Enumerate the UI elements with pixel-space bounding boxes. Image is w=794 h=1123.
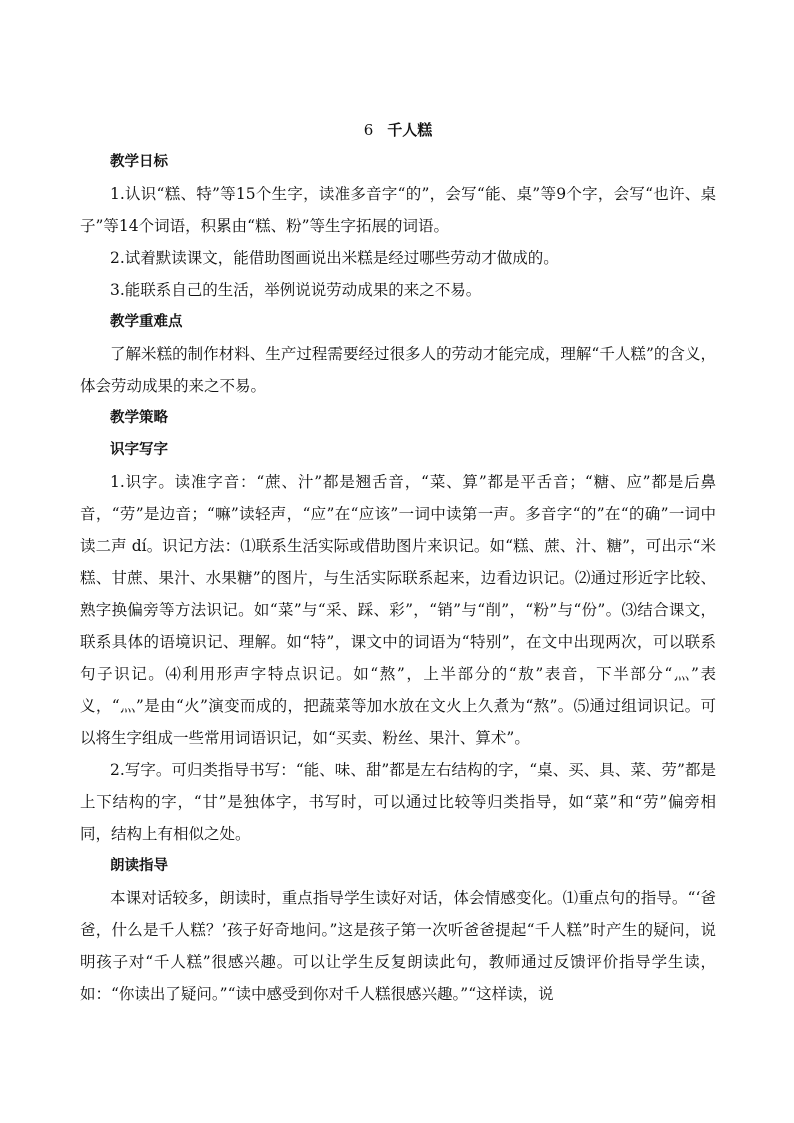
paragraph: 本课对话较多，朗读时，重点指导学生读好对话，体会情感变化。⑴重点句的指导。“‘爸爸，什么是千人糕？’孩子好奇地问。”这是孩子第一次听爸爸提起“千人糕”时产生的疑问，说明孩子对“千人糕”很感兴趣。可以让学生反复朗读此句，教师通过反馈评价指导学生读，如：“你读出了疑问。”“读中感受到你对千人糕很感兴趣。”“这样读，说 bbox=[80, 889, 716, 1003]
paragraph: 3.能联系自己的生活，举例说说劳动成果的来之不易。 bbox=[110, 281, 482, 299]
paragraph: 1.识字。读准字音：“蔗、汁”都是翘舌音，“菜、算”都是平舌音；“糖、应”都是后鼻音，“劳”是边音；“嘛”读轻声，“应”在“应该”一词中读第一声。多音字“的”在“的确”一词中读二声 dí。识记方法：⑴联系生活实际或借助图片来识记。如“糕、蔗、汁、糖”，可出示“米糕、甘蔗、果汁、水果糖”的图片，与生活实际联系起来，边看边识记。⑵通过形近字比较、熟字换偏旁等方法识记。如“菜”与“采、踩、彩”，“销”与“削”，“粉”与“份”。⑶结合课文，联系具体的语境识记、理解。如“特”，课文中的词语为“特别”，在文中出现两次，可以联系句子识记。⑷利用形声字特点识记。如“熬”，上半部分的“敖”表音，下半部分“灬”表义，“灬”是由“火”演变而成的，把蔬菜等加水放在文火上久煮为“熬”。⑸通过组词识记。可以将生字组成一些常用词语识记，如“买卖、粉丝、果汁、算术”。 bbox=[80, 473, 716, 747]
paragraph: 2.写字。可归类指导书写：“能、味、甜”都是左右结构的字，“桌、买、具、菜、劳”都是上下结构的字，“甘”是独体字，书写时，可以通过比较等归类指导，如“菜”和“劳”偏旁相同，结构上有相似之处。 bbox=[80, 761, 716, 843]
section-heading: 教学日标 bbox=[110, 154, 168, 170]
document-page bbox=[80, 116, 716, 1010]
paragraph: 2.试着默读课文，能借助图画说出米糕是经过哪些劳动才做成的。 bbox=[110, 249, 559, 267]
paragraph: 了解米糕的制作材料、生产过程需要经过很多人的劳动才能完成，理解“千人糕”的含义，体会劳动成果的来之不易。 bbox=[80, 345, 716, 395]
lesson-title-text: 千人糕 bbox=[387, 121, 433, 139]
section-heading: 识字写字 bbox=[110, 442, 168, 458]
section-literacy bbox=[80, 434, 716, 850]
section-heading: 教学策略 bbox=[110, 410, 168, 426]
section-objectives bbox=[80, 146, 716, 306]
section-heading: 教学重难点 bbox=[110, 314, 183, 330]
lesson-number: 6 bbox=[363, 121, 374, 139]
section-reading bbox=[80, 850, 716, 1010]
section-key-points bbox=[80, 306, 716, 402]
lesson-title bbox=[80, 116, 716, 144]
paragraph: 1.认识“糕、特”等15个生字，读准多音字“的”，会写“能、桌”等9个字，会写“也许、桌子”等14个词语，积累由“糕、粉”等生字拓展的词语。 bbox=[80, 185, 716, 235]
section-heading: 朗读指导 bbox=[110, 858, 168, 874]
section-strategy bbox=[80, 402, 716, 434]
